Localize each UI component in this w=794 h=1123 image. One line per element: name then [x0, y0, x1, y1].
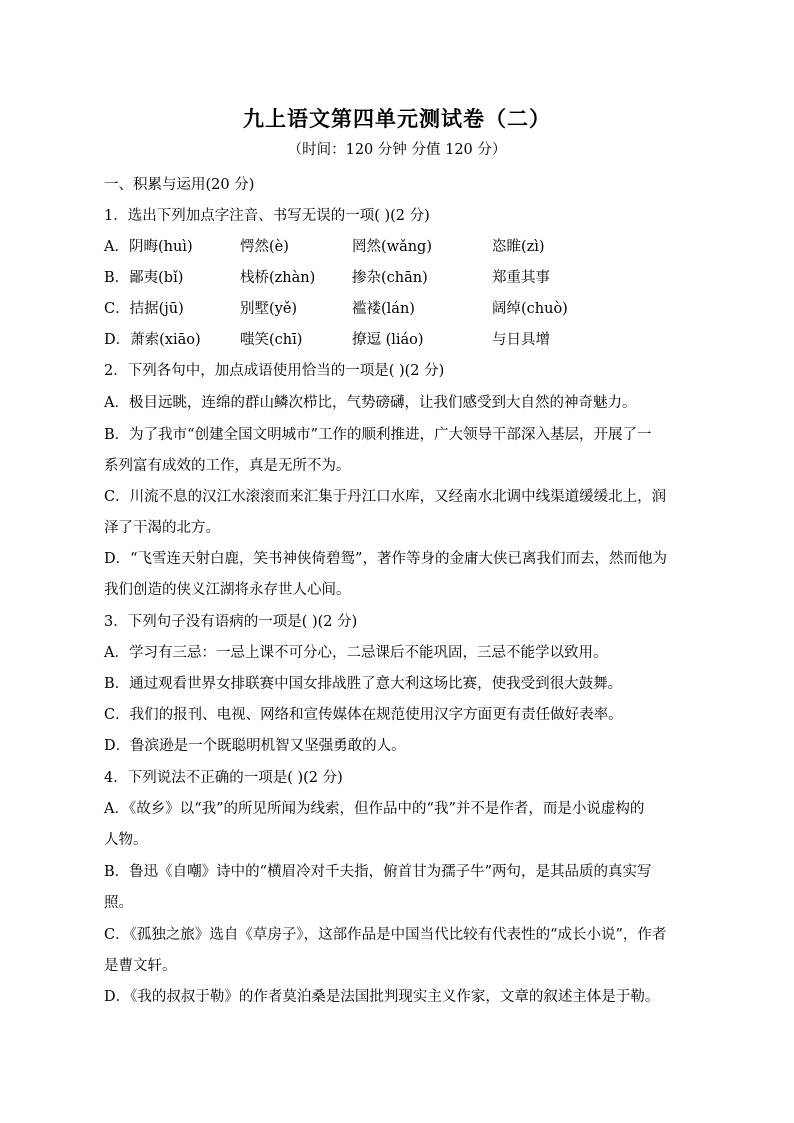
- question-2-option-a: A．极目远眺，连绵的群山鳞次栉比，气势磅礴，让我们感受到大自然的神奇魅力。: [104, 395, 637, 411]
- option-item: 撩逗 (liáo): [352, 332, 424, 348]
- question-4-option-a-line2: 人物。: [104, 832, 148, 848]
- question-4-option-c-line2: 是曹文轩。: [104, 958, 177, 974]
- option-item: 恣睢(zì): [492, 239, 545, 255]
- option-item: 郑重其事: [492, 270, 550, 286]
- question-3-option-c: C．我们的报刊、电视、网络和宣传媒体在规范使用汉字方面更有责任做好表率。: [104, 707, 623, 723]
- question-4-option-a-line1: A．《故乡》以“我”的所见所闻为线索，但作品中的“我”并不是作者，而是小说虚构的: [104, 801, 645, 817]
- option-item: 与日具增: [492, 332, 550, 348]
- option-item: A．阴晦(huì): [104, 239, 193, 255]
- question-2-option-c-line2: 泽了干渴的北方。: [104, 520, 220, 536]
- question-3-option-d: D．鲁滨逊是一个既聪明机智又坚强勇敢的人。: [104, 738, 406, 754]
- question-4-option-b-line1: B．鲁迅《自嘲》诗中的“横眉冷对千夫指，俯首甘为孺子牛”两句，是其品质的真实写: [104, 864, 652, 880]
- question-4-option-b-line2: 照。: [104, 895, 133, 911]
- option-item: 嗤笑(chī): [240, 332, 303, 348]
- option-item: 愕然(è): [240, 239, 289, 255]
- option-item: B．鄙夷(bǐ): [104, 270, 184, 286]
- question-2-option-d-line2: 我们创造的侠义江湖将永存世人心间。: [104, 582, 351, 598]
- question-3-stem: 3．下列句子没有语病的一项是( )(2 分): [104, 614, 358, 630]
- option-item: 掺杂(chān): [352, 270, 428, 286]
- question-3-option-a: A．学习有三忌：一忌上课不可分心，二忌课后不能巩固，三忌不能学以致用。: [104, 645, 608, 661]
- question-4-option-d: D．《我的叔叔于勒》的作者莫泊桑是法国批判现实主义作家，文章的叙述主体是于勒。: [104, 989, 660, 1005]
- question-4-option-c-line1: C．《孤独之旅》选自《草房子》，这部作品是中国当代比较有代表性的“成长小说”，作者: [104, 927, 667, 943]
- section-heading: 一、积累与运用(20 分): [104, 177, 255, 193]
- question-2-option-d-line1: D．“飞雪连天射白鹿，笑书神侠倚碧鸳”，著作等身的金庸大侠已离我们而去，然而他为: [104, 551, 667, 567]
- question-2-option-c-line1: C．川流不息的汉江水滚滚而来汇集于丹江口水库，又经南水北调中线渠道缓缓北上，润: [104, 489, 667, 505]
- option-item: 褴褛(lán): [352, 301, 415, 317]
- question-2-option-b-line2: 系列富有成效的工作，真是无所不为。: [104, 458, 351, 474]
- question-3-option-b: B．通过观看世界女排联赛中国女排战胜了意大利这场比赛，使我受到很大鼓舞。: [104, 676, 623, 692]
- question-4-stem: 4．下列说法不正确的一项是( )(2 分): [104, 770, 343, 786]
- option-item: 栈桥(zhàn): [240, 270, 316, 286]
- option-item: D．萧索(xiāo): [104, 332, 201, 348]
- page-title: 九上语文第四单元测试卷（二）: [243, 106, 551, 131]
- option-item: 阔绰(chuò): [492, 301, 568, 317]
- option-item: C．拮据(jū): [104, 301, 184, 317]
- exam-time-and-score: （时间：120 分钟 分值 120 分）: [287, 142, 507, 158]
- question-1-stem: 1．选出下列加点字注音、书写无误的一项( )(2 分): [104, 208, 430, 224]
- option-item: 罔然(wǎng): [352, 239, 432, 255]
- question-2-stem: 2．下列各句中，加点成语使用恰当的一项是( )(2 分): [104, 363, 445, 379]
- question-2-option-b-line1: B．为了我市“创建全国文明城市”工作的顺利推进，广大领导干部深入基层，开展了一: [104, 427, 652, 443]
- option-item: 别墅(yě): [240, 301, 298, 317]
